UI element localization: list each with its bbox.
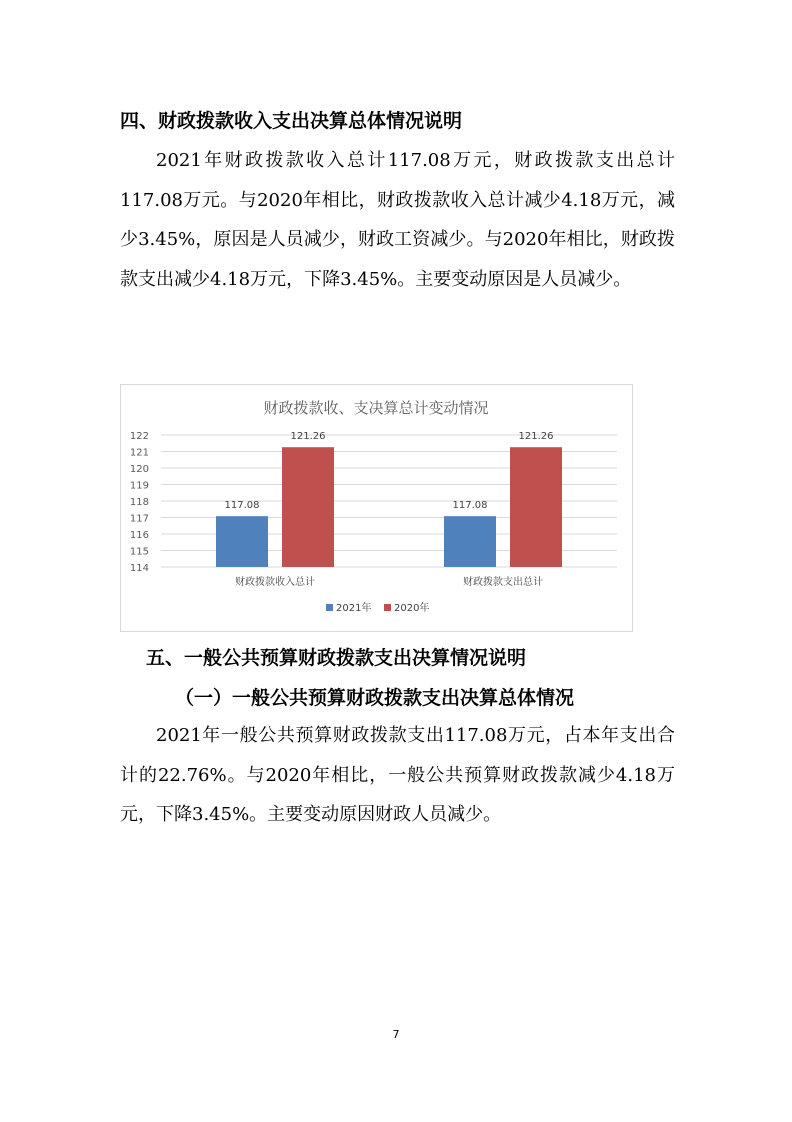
subsection-heading-5-1: （一）一般公共预算财政拨款支出决算总体情况 (175, 687, 575, 709)
y-tick-label: 114 (129, 563, 149, 574)
bar-chart-svg (121, 385, 632, 631)
section-heading-5: 五、一般公共预算财政拨款支出决算情况说明 (146, 647, 527, 669)
y-tick-label: 116 (129, 530, 149, 541)
bar (282, 447, 334, 567)
subsection-5-1-paragraph: 2021年一般公共预算财政拨款支出117.08万元，占本年支出合计的22.76%。与2020年相比，一般公共预算财政拨款减少4.18万元，下降3.45%。主要变动原因财政人员减少。 (120, 725, 675, 825)
x-tick-label: 财政拨款收入总计 (235, 577, 315, 588)
legend-swatch (326, 604, 333, 611)
page-number: 7 (392, 1028, 400, 1041)
y-tick-label: 120 (129, 464, 149, 475)
bar (444, 516, 496, 567)
section-4-paragraph: 2021年财政拨款收入总计117.08万元，财政拨款支出总计117.08万元。与2020年相比，财政拨款收入总计减少4.18万元，减少3.45%，原因是人员减少，财政工资减少。与2020年相比，财政拨款支出减少4.18万元，下降3.45%。主要变动原因是人员减少。 (120, 150, 675, 290)
legend-swatch (384, 604, 391, 611)
data-label: 117.08 (224, 500, 260, 512)
data-label: 117.08 (452, 500, 488, 512)
legend-label: 2021年 (336, 603, 372, 614)
y-tick-label: 115 (129, 546, 149, 558)
bar (216, 516, 268, 567)
legend-label: 2020年 (394, 603, 430, 614)
bar-chart (120, 384, 633, 632)
y-tick-label: 121 (129, 447, 149, 459)
data-label: 121.26 (518, 431, 554, 443)
bar (510, 447, 562, 567)
y-tick-label: 122 (129, 431, 149, 442)
y-tick-label: 119 (129, 480, 149, 492)
y-tick-label: 117 (129, 513, 149, 525)
chart-title: 财政拨款收、支决算总计变动情况 (263, 399, 489, 417)
x-tick-label: 财政拨款支出总计 (463, 577, 543, 588)
section-heading-4: 四、财政拨款收入支出决算总体情况说明 (120, 110, 463, 132)
y-tick-label: 118 (129, 497, 149, 508)
data-label: 121.26 (290, 431, 326, 443)
